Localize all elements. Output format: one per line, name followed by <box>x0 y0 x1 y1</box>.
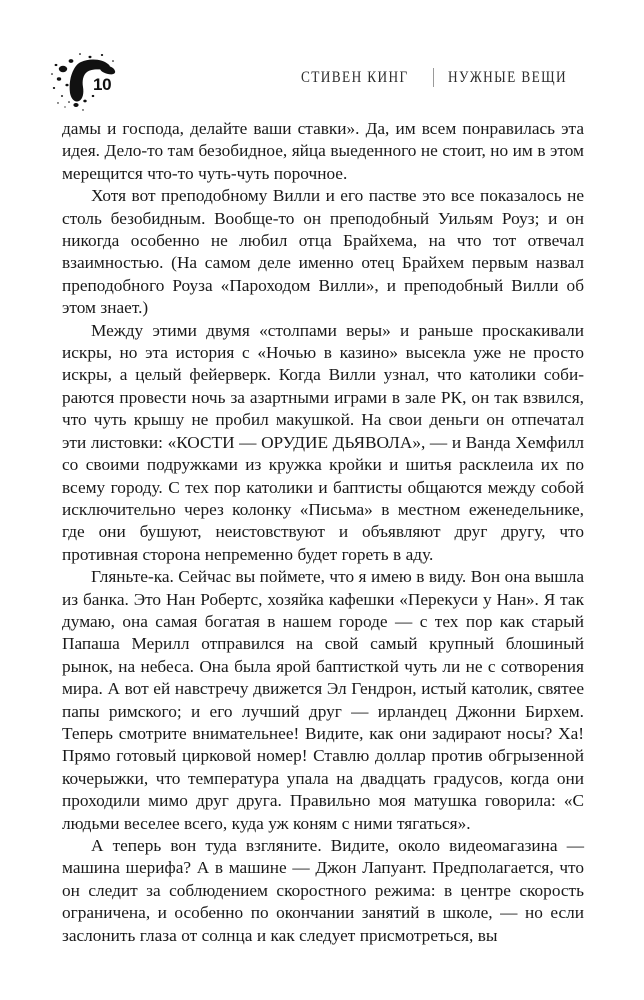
running-head-separator <box>433 68 434 87</box>
ink-blot-decoration <box>50 52 136 114</box>
page-number: 10 <box>93 75 112 94</box>
body-text-column <box>62 118 584 947</box>
running-head-title: НУЖНЫЕ ВЕЩИ <box>447 68 567 86</box>
paragraph: Между этими двумя «столпами веры» и раньше проскакивали искры, но эта история с «Ночью в казино» высекла уже не просто искры, а целый фейерверк. Когда Вилли узнал, что католики собираются провести ночь за азартными играми в зале РК, он так взвился, что чуть крышу не пробил макушкой. На свои деньги он отпечатал эти листовки: «КОСТИ — ОРУДИЕ ДЬЯВОЛА», — и Ванда Хемфилл со своими подружками из кружка кройки и шитья расклеила их по всему городу. С тех пор католики и баптисты общаются между собой исключительно через колонку «Письма» в местном еженедельнике, где они бушуют, неистовствуют и объявляют друг другу, что противная сторона непременно будет гореть в аду. <box>62 320 584 564</box>
paragraph: Гляньте-ка. Сейчас вы поймете, что я имею в виду. Вон она вышла из банка. Это Нан Робертс, хозяйка кафешки «Перекуси у Нан». Я так думаю, она самая богатая в нашем городе — с тех пор как старый Папаша Мерилл отправился на свой самый крупный блошиный рынок, на небеса. Она была ярой баптисткой чуть ли не с сотворения мира. А вот ей навстречу движется Эл Гендрон, истый католик, святее папы римского; и его лучший друг — ирландец Джонни Бирхем. Теперь смотрите внимательнее! Видите, как они задирают носы? Ха! Прямо готовый цирковой номер! Ставлю доллар против обгрызенной кочерыжки, что температура упала на двадцать градусов, когда они проходили мимо друг друга. Правильно моя матушка говорила: «С людьми веселее всего, куда уж коням с ними тягаться». <box>62 567 584 833</box>
running-head-author: СТИВЕН КИНГ <box>301 68 410 86</box>
running-head <box>0 58 644 100</box>
paragraph: А теперь вон туда взгляните. Видите, около видеомагазина — машина шерифа? А в машине — Джон Лапуант. Предполагается, что он следит за соблюдением скоростного режима: в центре скорость ограничена, и особенно по окончании занятий в школе, — но если заслонить глаза от солнца и как следует присмотреться, вы <box>62 836 584 945</box>
running-head-text <box>301 68 586 87</box>
paragraph: Хотя вот преподобному Вилли и его пастве это все показалось не столь безобидным. Вообще-то он преподобный Уильям Роуз; и он никогда особенно не любил отца Брайхема, на что тот отвечал взаимностью. (На самом деле именно отец Брайхем первым назвал преподобного Роуза «Пароходом Вилли», и преподобный Вилли об этом знает.) <box>62 186 584 318</box>
paragraph: дамы и господа, делайте ваши ставки». Да, им всем понравилась эта идея. Дело-то там безобидное, яйца выеденного не стоит, но им в этом мерещится что-то чуть-чуть порочное. <box>62 119 584 183</box>
